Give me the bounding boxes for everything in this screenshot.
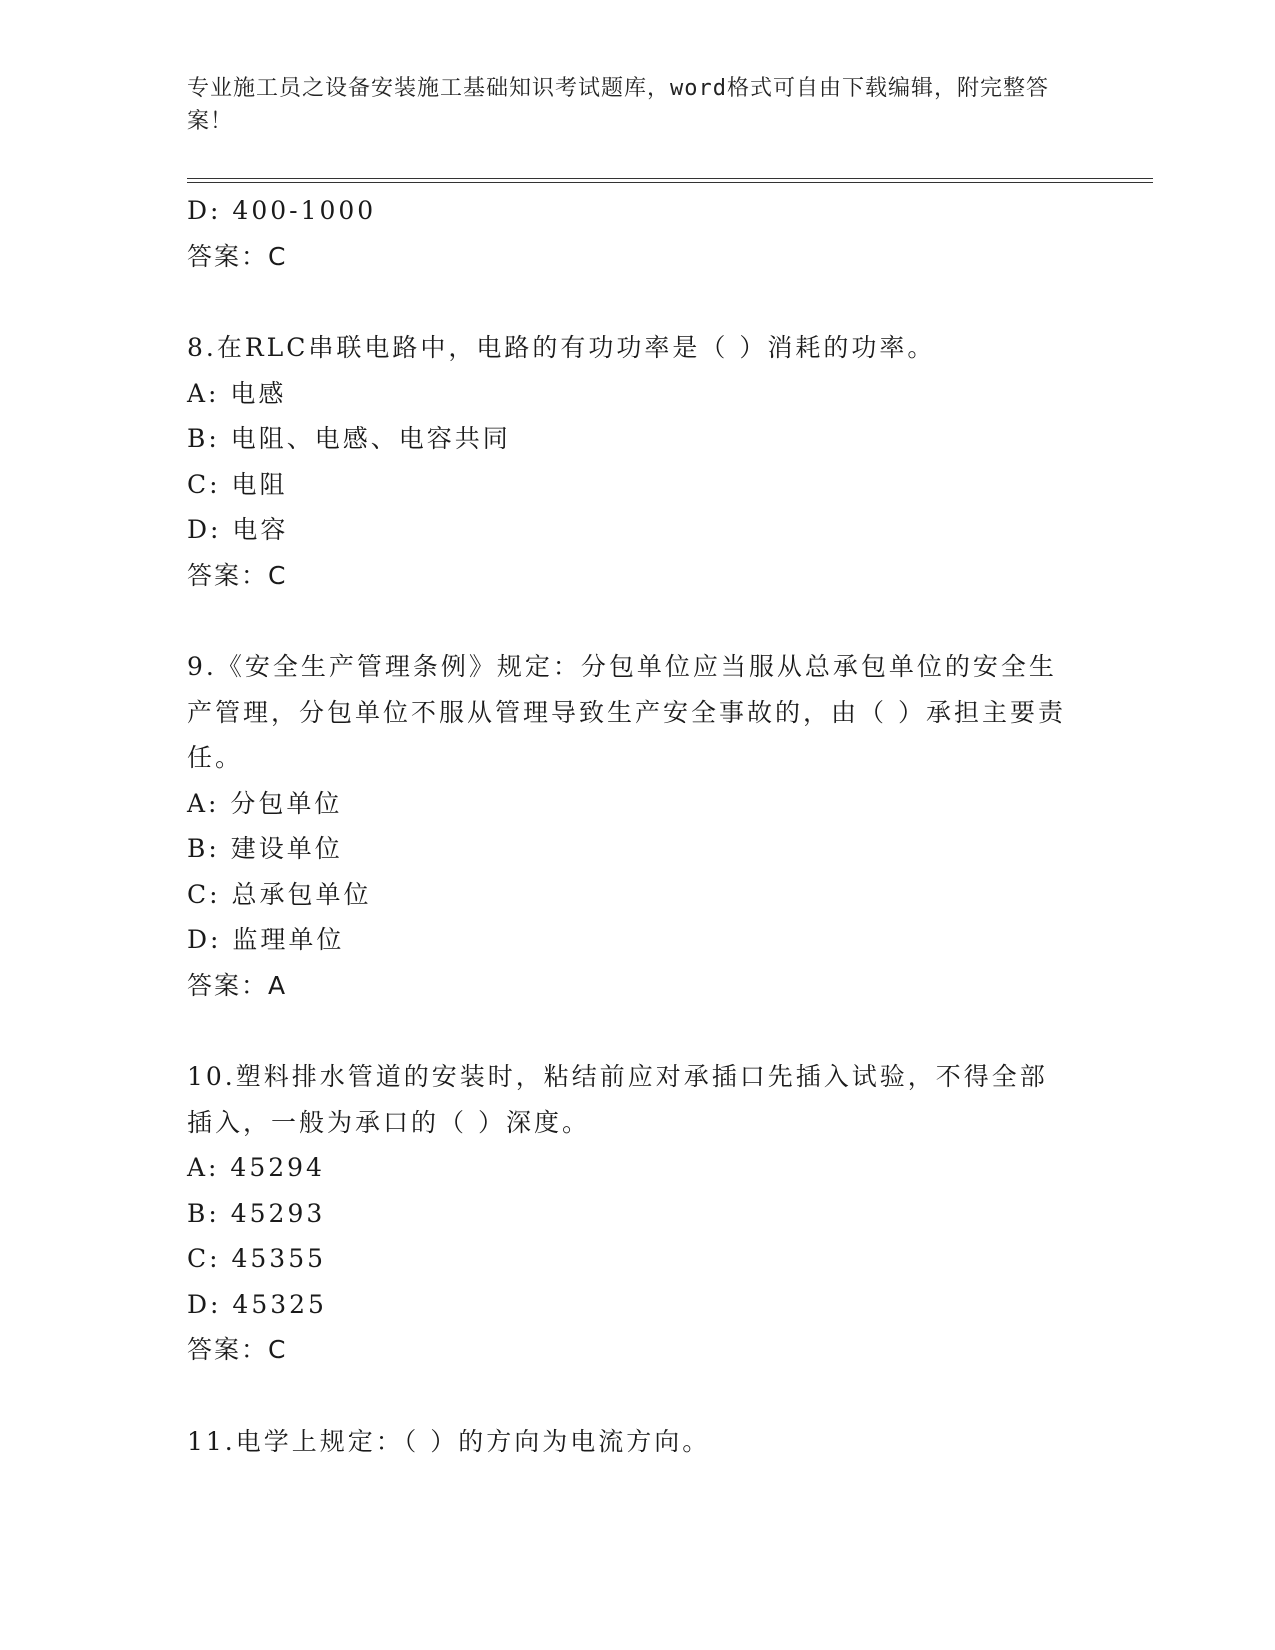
option-c: C: 总承包单位 [187, 879, 372, 909]
answer-line: 答案：C [187, 1335, 288, 1364]
option-c: C: 45355 [187, 1244, 327, 1273]
option-b: B: 45293 [187, 1198, 326, 1228]
option-a: A: 电感 [187, 378, 287, 408]
answer-line: 答案：C [187, 560, 288, 590]
option-d: D: 电容 [187, 515, 289, 544]
question-stem: 9.《安全生产管理条例》规定：分包单位应当服从总承包单位的安全生产管理，分包单位不服从管理导致生产安全事故的，由（ ）承担主要责任。 [187, 652, 1066, 772]
answer-line: 答案：A [187, 970, 288, 1000]
question-list [187, 188, 1067, 1464]
option-b: B: 电阻、电感、电容共同 [187, 424, 511, 453]
option-d: D: 400-1000 [187, 196, 377, 225]
answer-line: 答案：C [187, 241, 288, 271]
option-c: C: 电阻 [187, 469, 288, 499]
question-stem: 10.塑料排水管道的安装时，粘结前应对承插口先插入试验，不得全部插入，一般为承口的（ ）深度。 [187, 1062, 1048, 1137]
option-d: D: 监理单位 [187, 925, 345, 954]
option-a: A: 45294 [187, 1153, 325, 1182]
question-10 [187, 1054, 1067, 1373]
option-a: A: 分包单位 [187, 788, 343, 818]
option-d: D: 45325 [187, 1289, 327, 1319]
question-11 [187, 1419, 1067, 1465]
question-stem: 11.电学上规定：（ ）的方向为电流方向。 [187, 1426, 711, 1456]
question-stem: 8.在RLC串联电路中，电路的有功功率是（ ）消耗的功率。 [187, 333, 936, 362]
document-header: 专业施工员之设备安装施工基础知识考试题库，word格式可自由下载编辑，附完整答案！ [187, 76, 1049, 134]
option-b: B: 建设单位 [187, 834, 343, 863]
header-divider-top [187, 178, 1153, 179]
header-divider-bottom [187, 182, 1153, 183]
question-9 [187, 644, 1067, 1008]
previous-question-tail [187, 188, 1067, 279]
question-8 [187, 325, 1067, 598]
